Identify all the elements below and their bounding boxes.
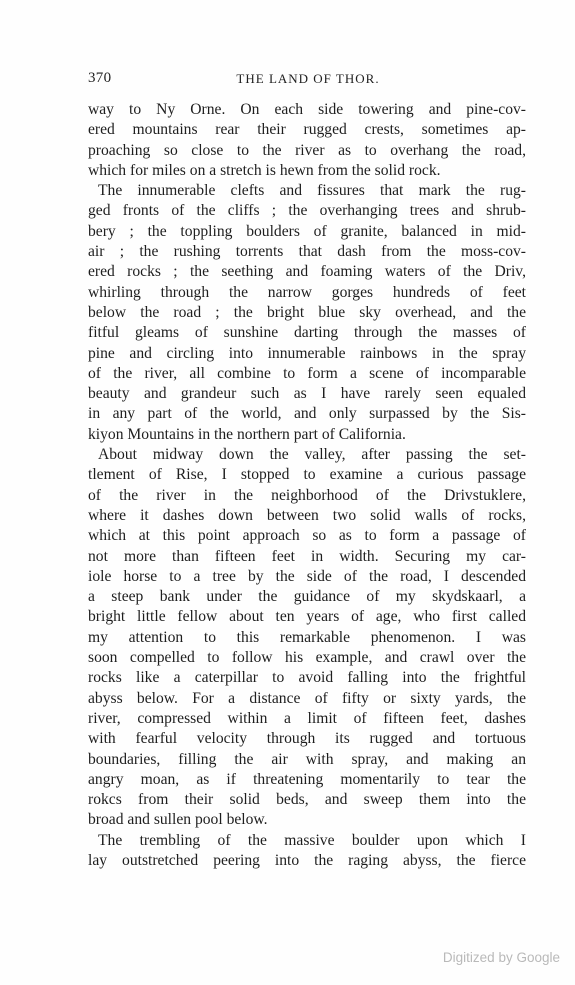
- text-line: my attention to this remarkable phenomenon. I was: [88, 628, 526, 646]
- text-line: The trembling of the massive boulder upon which I: [98, 831, 526, 849]
- text-line: broad and sullen pool below.: [88, 811, 268, 829]
- text-line: ered mountains rear their rugged crests, sometimes ap-: [88, 121, 526, 139]
- text-line: lay outstretched peering into the raging abyss, the fierce: [88, 851, 526, 869]
- text-line: fitful gleams of sunshine darting through the masses of: [88, 324, 526, 342]
- digitized-watermark: Digitized by Google: [442, 950, 560, 965]
- text-line: river, compressed within a limit of fifteen feet, dashes: [88, 709, 526, 727]
- text-line: kiyon Mountains in the northern part of California.: [88, 425, 406, 443]
- body-text: [88, 100, 526, 871]
- text-line: tlement of Rise, I stopped to examine a curious passage: [88, 466, 526, 484]
- text-line: proaching so close to the river as to overhang the road,: [88, 141, 526, 159]
- text-line: iole horse to a tree by the side of the road, I descended: [88, 567, 526, 585]
- text-line: angry moan, as if threatening momentarily to tear the: [88, 770, 526, 788]
- text-line: ered rocks ; the seething and foaming waters of the Driv,: [88, 263, 526, 281]
- text-line: of the river, all combine to form a scene of incomparable: [88, 364, 526, 382]
- text-line: a steep bank under the guidance of my skydskaarl, a: [88, 588, 526, 606]
- text-line: The innumerable clefts and fissures that mark the rug-: [98, 182, 526, 200]
- text-line: air ; the rushing torrents that dash from the moss-cov-: [88, 243, 526, 261]
- text-line: bright little fellow about ten years of age, who first called: [88, 608, 526, 626]
- page-number: 370: [88, 70, 112, 86]
- text-line: of the river in the neighborhood of the Drivstuklere,: [88, 486, 526, 504]
- text-line: whirling through the narrow gorges hundreds of feet: [88, 283, 526, 301]
- text-line: rocks like a caterpillar to avoid falling into the frightful: [88, 669, 526, 687]
- text-line: where it dashes down between two solid walls of rocks,: [88, 506, 526, 524]
- text-line: in any part of the world, and only surpassed by the Sis-: [88, 405, 526, 423]
- text-line: beauty and grandeur such as I have rarely seen equaled: [88, 385, 526, 403]
- text-line: ged fronts of the cliffs ; the overhanging trees and shrub-: [88, 202, 526, 220]
- text-line: About midway down the valley, after passing the set-: [98, 446, 526, 464]
- text-line: below the road ; the bright blue sky overhead, and the: [88, 303, 526, 321]
- text-line: pine and circling into innumerable rainbows in the spray: [88, 344, 526, 362]
- text-line: soon compelled to follow his example, and crawl over the: [88, 649, 526, 667]
- text-line: which for miles on a stretch is hewn from the solid rock.: [88, 161, 441, 179]
- running-title: THE LAND OF THOR.: [236, 71, 380, 86]
- text-line: abyss below. For a distance of fifty or sixty yards, the: [88, 689, 526, 707]
- text-line: way to Ny Orne. On each side towering and pine-cov-: [88, 101, 526, 118]
- text-line: with fearful velocity through its rugged and tortuous: [88, 730, 526, 748]
- text-line: rokcs from their solid beds, and sweep them into the: [88, 791, 526, 809]
- text-line: which at this point approach so as to form a passage of: [88, 527, 526, 545]
- running-head: [88, 70, 528, 90]
- text-line: not more than fifteen feet in width. Securing my car-: [88, 547, 526, 565]
- text-line: bery ; the toppling boulders of granite, balanced in mid-: [88, 222, 526, 240]
- text-line: boundaries, filling the air with spray, and making an: [88, 750, 526, 768]
